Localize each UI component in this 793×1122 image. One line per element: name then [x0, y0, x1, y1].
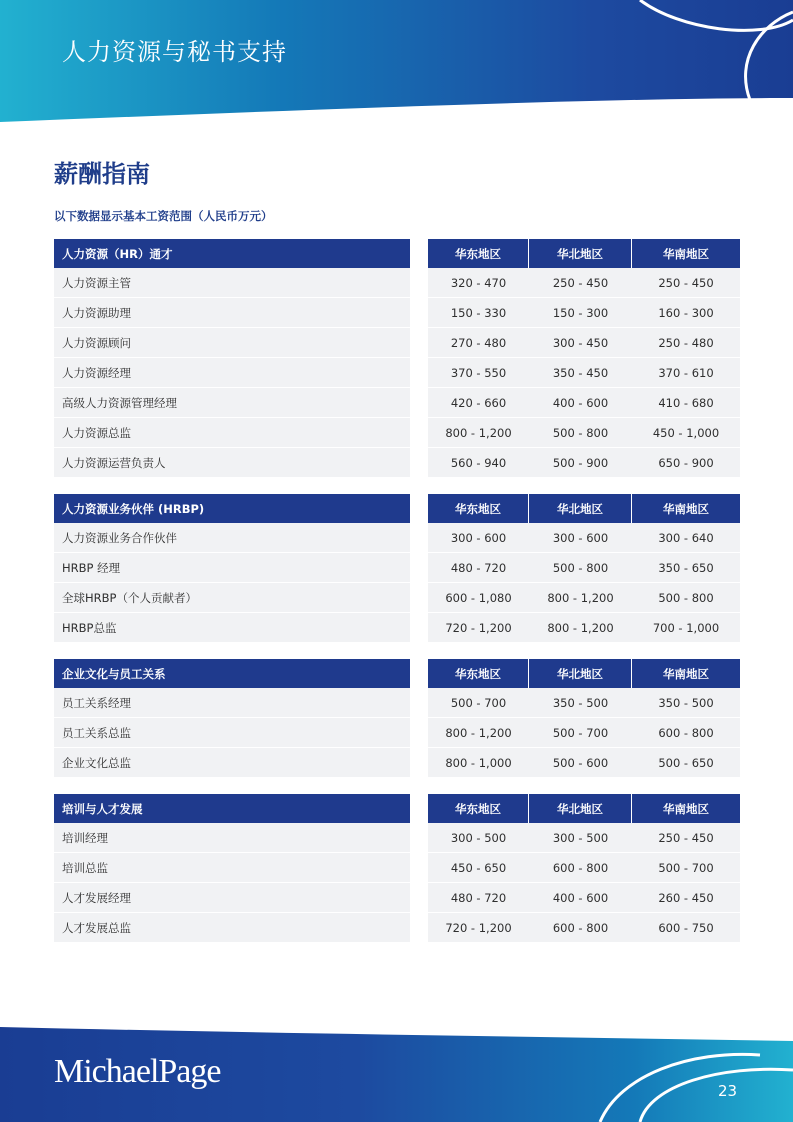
region-east-header: 华东地区: [428, 794, 529, 823]
page-number: 23: [718, 1082, 738, 1100]
role-name: 培训总监: [54, 853, 410, 883]
role-name: 人才发展总监: [54, 913, 410, 943]
table-row: [54, 388, 740, 418]
salary-north: 500 - 800: [529, 418, 632, 448]
role-name: 人力资源顾问: [54, 328, 410, 358]
salary-north: 250 - 450: [529, 268, 632, 298]
table-row: [54, 448, 740, 478]
page-subtitle: 以下数据显示基本工资范围（人民币万元）: [54, 209, 273, 223]
role-name: 人力资源总监: [54, 418, 410, 448]
table-row: [54, 913, 740, 943]
salary-south: 250 - 450: [632, 823, 740, 853]
table-header: [54, 494, 740, 523]
region-north-header: 华北地区: [529, 239, 632, 268]
salary-north: 350 - 450: [529, 358, 632, 388]
salary-east: 800 - 1,000: [428, 748, 529, 778]
salary-east: 150 - 330: [428, 298, 529, 328]
salary-south: 700 - 1,000: [632, 613, 740, 643]
table-row: [54, 883, 740, 913]
table-row: [54, 523, 740, 553]
salary-south: 260 - 450: [632, 883, 740, 913]
table-heading: 企业文化与员工关系: [54, 659, 410, 688]
table-header: [54, 794, 740, 823]
salary-north: 300 - 600: [529, 523, 632, 553]
page-title: 薪酬指南: [54, 160, 150, 188]
salary-east: 720 - 1,200: [428, 913, 529, 943]
region-south-header: 华南地区: [632, 494, 740, 523]
salary-south: 350 - 650: [632, 553, 740, 583]
table-row: [54, 328, 740, 358]
salary-east: 720 - 1,200: [428, 613, 529, 643]
role-name: 人才发展经理: [54, 883, 410, 913]
salary-north: 500 - 800: [529, 553, 632, 583]
table-row: [54, 268, 740, 298]
salary-south: 500 - 800: [632, 583, 740, 613]
salary-east: 560 - 940: [428, 448, 529, 478]
role-name: 员工关系经理: [54, 688, 410, 718]
salary-table-hr-generalist: [54, 239, 740, 478]
region-north-header: 华北地区: [529, 794, 632, 823]
table-heading: 人力资源（HR）通才: [54, 239, 410, 268]
salary-east: 370 - 550: [428, 358, 529, 388]
salary-east: 800 - 1,200: [428, 418, 529, 448]
table-header: [54, 239, 740, 268]
salary-south: 600 - 800: [632, 718, 740, 748]
salary-table-culture-relations: [54, 659, 740, 778]
table-row: [54, 358, 740, 388]
region-east-header: 华东地区: [428, 494, 529, 523]
salary-south: 600 - 750: [632, 913, 740, 943]
table-row: [54, 718, 740, 748]
table-heading: 培训与人才发展: [54, 794, 410, 823]
salary-table-hrbp: [54, 494, 740, 643]
role-name: 人力资源主管: [54, 268, 410, 298]
michael-page-logo: MichaelPage: [54, 1053, 221, 1090]
salary-table-training-talent: [54, 794, 740, 943]
table-row: [54, 853, 740, 883]
salary-east: 300 - 500: [428, 823, 529, 853]
salary-south: 650 - 900: [632, 448, 740, 478]
salary-south: 450 - 1,000: [632, 418, 740, 448]
role-name: 人力资源运营负责人: [54, 448, 410, 478]
table-heading: 人力资源业务伙伴 (HRBP): [54, 494, 410, 523]
salary-east: 450 - 650: [428, 853, 529, 883]
salary-east: 300 - 600: [428, 523, 529, 553]
salary-north: 400 - 600: [529, 388, 632, 418]
header-banner: [0, 0, 793, 130]
salary-east: 800 - 1,200: [428, 718, 529, 748]
salary-north: 500 - 700: [529, 718, 632, 748]
salary-south: 250 - 480: [632, 328, 740, 358]
role-name: 培训经理: [54, 823, 410, 853]
role-name: HRBP总监: [54, 613, 410, 643]
role-name: HRBP 经理: [54, 553, 410, 583]
region-south-header: 华南地区: [632, 659, 740, 688]
role-name: 人力资源经理: [54, 358, 410, 388]
table-row: [54, 823, 740, 853]
salary-south: 160 - 300: [632, 298, 740, 328]
salary-east: 320 - 470: [428, 268, 529, 298]
salary-north: 600 - 800: [529, 853, 632, 883]
salary-north: 150 - 300: [529, 298, 632, 328]
salary-south: 500 - 650: [632, 748, 740, 778]
salary-east: 480 - 720: [428, 553, 529, 583]
header-title: 人力资源与秘书支持: [62, 38, 287, 66]
salary-east: 500 - 700: [428, 688, 529, 718]
role-name: 人力资源助理: [54, 298, 410, 328]
table-row: [54, 583, 740, 613]
salary-east: 420 - 660: [428, 388, 529, 418]
region-east-header: 华东地区: [428, 659, 529, 688]
role-name: 全球HRBP（个人贡献者）: [54, 583, 410, 613]
salary-south: 370 - 610: [632, 358, 740, 388]
salary-north: 600 - 800: [529, 913, 632, 943]
table-row: [54, 688, 740, 718]
table-row: [54, 553, 740, 583]
salary-east: 480 - 720: [428, 883, 529, 913]
role-name: 企业文化总监: [54, 748, 410, 778]
salary-north: 800 - 1,200: [529, 613, 632, 643]
salary-north: 350 - 500: [529, 688, 632, 718]
salary-north: 300 - 450: [529, 328, 632, 358]
salary-south: 410 - 680: [632, 388, 740, 418]
role-name: 员工关系总监: [54, 718, 410, 748]
salary-south: 350 - 500: [632, 688, 740, 718]
salary-south: 500 - 700: [632, 853, 740, 883]
salary-north: 500 - 600: [529, 748, 632, 778]
region-north-header: 华北地区: [529, 494, 632, 523]
salary-north: 500 - 900: [529, 448, 632, 478]
salary-north: 800 - 1,200: [529, 583, 632, 613]
table-header: [54, 659, 740, 688]
table-row: [54, 613, 740, 643]
salary-north: 300 - 500: [529, 823, 632, 853]
salary-south: 300 - 640: [632, 523, 740, 553]
region-north-header: 华北地区: [529, 659, 632, 688]
table-row: [54, 298, 740, 328]
region-east-header: 华东地区: [428, 239, 529, 268]
salary-east: 600 - 1,080: [428, 583, 529, 613]
salary-north: 400 - 600: [529, 883, 632, 913]
role-name: 人力资源业务合作伙伴: [54, 523, 410, 553]
table-row: [54, 748, 740, 778]
region-south-header: 华南地区: [632, 239, 740, 268]
region-south-header: 华南地区: [632, 794, 740, 823]
salary-tables: [54, 239, 740, 959]
table-row: [54, 418, 740, 448]
role-name: 高级人力资源管理经理: [54, 388, 410, 418]
salary-east: 270 - 480: [428, 328, 529, 358]
salary-south: 250 - 450: [632, 268, 740, 298]
